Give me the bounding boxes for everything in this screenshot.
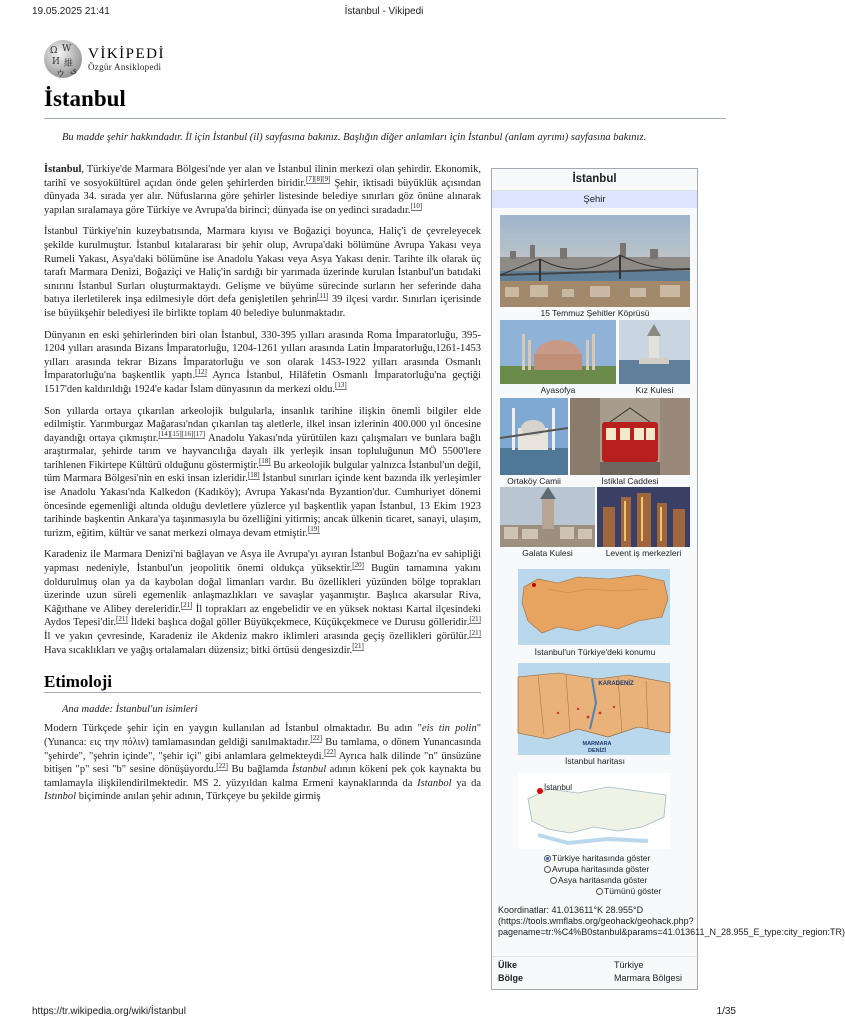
reference-link[interactable]: [12] xyxy=(195,367,207,376)
reference-link[interactable]: [21] xyxy=(352,642,364,651)
lead-paragraph-3 xyxy=(44,329,481,397)
reference-link[interactable]: [18] xyxy=(258,457,271,466)
text-run: Ayrıca halk dilinde "n" ünsüzüne bitişen "p" sesi "b" sesine dönüşüyordu. xyxy=(44,750,481,776)
reference-link[interactable]: [7][8][9] xyxy=(305,175,331,184)
radio-label: Tümünü göster xyxy=(604,886,662,896)
bridge-photo[interactable] xyxy=(500,215,690,307)
reference-link[interactable]: [22] xyxy=(324,748,336,757)
reference-link[interactable]: [19] xyxy=(307,525,320,534)
globe-glyph: И xyxy=(52,57,60,67)
print-datetime: 19.05.2025 21:41 xyxy=(32,6,110,17)
lead-paragraph-4 xyxy=(44,405,481,541)
reference-link[interactable]: [22] xyxy=(310,734,323,743)
text-run: adının kökeni pek çok kaynakta bu tamlamayla ilişkilendirilmektedir. MS 2. yüzyıldan kalma Ermeni kaynaklarında da xyxy=(44,764,481,789)
reference-link[interactable]: [21] xyxy=(469,614,481,623)
main-article-note[interactable]: Ana madde: İstanbul'un isimleri xyxy=(62,703,198,715)
globe-glyph: ウ xyxy=(56,70,66,80)
map-marker-label: İstanbul xyxy=(544,783,573,792)
kiz-kulesi-photo[interactable] xyxy=(619,320,690,384)
text-run: Bu tamlama, o dönem Yunancasında "şehirde", "şehrin içinde", "şehir içi" gibi anlamlara gelmekteydi. xyxy=(44,736,482,762)
text-run: İstanbul sınırları içinde kent bazında ilk yerleşimler ise Anadolu Yakası'nda Kalkedon (Kadıköy); Avrupa Yakası'nda Byzantion'dur. Cumhuriyet dönemi öncesinde egemenliği altında olduğu devletlere yüzlerce yıl başkentlik yapan İstanbul, 13 Ekim 1923 tarihinde başkentin Ankara'ya taşınmasıyla bu özelliğini yitirmiş; ancak ülkenin ticaret, sanayi, ulaşım, turizm, eğitim, kültür ve sanat merkezi olmaya devam etmiştir. xyxy=(44,473,481,539)
text-run: Modern Türkçede şehir için en yaygın kullanılan ad İstanbul olmaktadır. Bu adın " xyxy=(44,723,422,735)
page-title: İstanbul xyxy=(44,86,126,111)
caption-ortakoy: Ortaköy Camii xyxy=(507,476,561,486)
wikipedia-logo[interactable] xyxy=(44,40,165,78)
caption-map1: İstanbul'un Türkiye'deki konumu xyxy=(534,647,656,657)
text-run: Dünyanın en eski şehirlerinden biri olan İstanbul, 330-395 yılları arasında Roma İmparatorluğu, 395-1204 yılları arasında Bizans İmparatorluğu, 1204-1261 yılları arasında Latin İmparatorluğu,1261-1453 yılları arasında tekrar Bizans İmparatorluğu ve son olarak 1453-1922 yılları arasında Osmanlı İmparatorluğu'na başkentlik yaptı. xyxy=(44,329,481,382)
reference-link[interactable]: [11] xyxy=(317,291,329,300)
article-body xyxy=(44,163,481,812)
text-run: Hava sıcaklıkları ve yağış ortalamaları düzensiz; bitki örtüsü dengesizdir. xyxy=(44,644,353,656)
puzzle-globe-icon xyxy=(44,40,82,78)
row-divider xyxy=(492,956,699,957)
caption-map2: İstanbul haritası xyxy=(564,756,625,766)
levent-photo[interactable] xyxy=(597,487,690,547)
lead-paragraph-1 xyxy=(44,163,481,217)
infobox-title: İstanbul xyxy=(492,169,697,191)
globe-glyph: W xyxy=(62,44,72,54)
tagline: Özgür Ansiklopedi xyxy=(88,62,162,72)
text-run: Istanbol xyxy=(417,777,452,789)
etymology-paragraph xyxy=(44,722,481,804)
text-run: biçiminde anılan şehir adının, Türkçeye bu şekilde girmiş xyxy=(76,791,321,803)
radio-icon xyxy=(544,866,551,873)
text-run: İl toprakları az engebelidir ve en yüksek noktası Kartal ilçesindeki Aydos Tepesi'dir. xyxy=(44,603,482,629)
caption-levent: Levent iş merkezleri xyxy=(605,548,682,558)
globe-glyph: 維 xyxy=(64,59,74,69)
text-run: Istınbol xyxy=(44,791,77,803)
radio-selected-icon xyxy=(544,855,551,862)
text-run: " (Yunanca: εις την πόλιν) tamlamasından geldiği sanılmaktadır. xyxy=(44,723,482,748)
reference-link[interactable]: [20] xyxy=(352,560,364,569)
wordmark: VİKİPEDİ xyxy=(88,46,165,62)
print-page-number: 1/35 xyxy=(716,1006,736,1017)
text-run: Bu bağlamda xyxy=(227,764,292,776)
caption-galata: Galata Kulesi xyxy=(522,548,573,558)
text-run: eis tin polin xyxy=(421,723,477,735)
print-header xyxy=(0,0,768,22)
map-option-europe[interactable] xyxy=(544,864,649,875)
lead-paragraph-2 xyxy=(44,225,481,320)
section-heading-etimoloji: Etimoloji xyxy=(44,675,481,693)
lead-term: İstanbul xyxy=(44,164,82,175)
map-option-all[interactable] xyxy=(596,886,661,897)
infobox-subtitle: Şehir xyxy=(492,191,697,208)
ayasofya-photo[interactable] xyxy=(500,320,616,384)
print-footer xyxy=(0,1002,768,1024)
text-run: ya da xyxy=(451,777,481,789)
text-run: İl ve yakın çevresinde, Karadeniz ile Akdeniz makro iklimleri arasında geçiş özellikleri görülür. xyxy=(44,631,470,642)
galata-photo[interactable] xyxy=(500,487,595,547)
lead-paragraph-5 xyxy=(44,548,481,657)
city-marker xyxy=(537,788,543,794)
radio-label: Asya haritasında göster xyxy=(558,875,648,885)
reference-link[interactable]: [21] xyxy=(180,601,193,610)
title-divider xyxy=(44,118,726,119)
caption-istiklal: İstiklal Caddesi xyxy=(601,476,659,486)
text-run: Şehir, iktisadi büyüklük açısından dünyada 34. sırada yer alır. Nüfuslarına göre şehirler listesinde belediye sınırları göz önüne alınarak yapılan sıralamaya göre Türkiye ve Avrupa'da birinci; dünyada ise on yedinci sıradadır. xyxy=(44,177,481,216)
caption-ayasofya: Ayasofya xyxy=(540,385,576,395)
text-run: Bugün tamamına yakını doldurulmuş olan ya da kaybolan doğal limanları vardır. Bu özellikleri yüzünden bölge toprakları üzerinde uzun süreli egemenlik anlaşmazlıkları ve savaşlar yaşanmıştır. Başlıca akarsular Riva, Kâğıthane ve Alibey dereleridir. xyxy=(44,563,481,615)
istanbul-map[interactable] xyxy=(518,663,670,755)
infobox-row-region xyxy=(498,973,693,984)
relief-location-map[interactable] xyxy=(518,773,670,849)
map-label-karadeniz: KARADENİZ xyxy=(598,681,634,687)
istiklal-photo[interactable] xyxy=(570,398,690,475)
radio-icon xyxy=(596,888,603,895)
row-value[interactable]: Türkiye xyxy=(614,960,644,970)
caption-bridge: 15 Temmuz Şehitler Köprüsü xyxy=(540,308,650,318)
row-key: Bölge xyxy=(498,973,524,983)
infobox-row-country xyxy=(498,960,693,971)
reference-link[interactable]: [13] xyxy=(335,381,347,390)
radio-icon xyxy=(550,877,557,884)
text-run: Anadolu Yakası'nda yürütülen kazı çalışmaları ve bunlara bağlı araştırmalar, şehirde tarım ve hayvancılığa dayalı ilk yerleşik insan topluluğunun MÖ 5500'lere tarihlenen Fikirtepe Kültürü olduğunu göstermiştir. xyxy=(44,432,481,471)
reference-link[interactable]: [21] xyxy=(469,628,481,637)
text-run: İstanbul xyxy=(291,764,327,776)
reference-link[interactable]: [14][15][16][17] xyxy=(158,430,206,439)
radio-label: Türkiye haritasında göster xyxy=(552,853,651,863)
map-option-turkey[interactable] xyxy=(544,853,650,864)
globe-glyph: Ω xyxy=(50,46,58,56)
ortakoy-photo[interactable] xyxy=(500,398,568,475)
reference-link[interactable]: [10] xyxy=(410,202,423,211)
turkey-location-map[interactable] xyxy=(518,569,670,645)
caption-kiz-kulesi: Kız Kulesi xyxy=(635,385,674,395)
globe-glyph: ی xyxy=(70,66,78,76)
infobox xyxy=(491,168,845,990)
reference-link[interactable]: [18] xyxy=(247,470,260,479)
text-run: İldeki başlıca doğal göller Büyükçekmece, Küçükçekmece ve Durusu gölleridir. xyxy=(127,617,470,629)
map-label-marmara: MARMARA DENİZİ xyxy=(582,741,612,754)
coordinates[interactable]: Koordinatlar: 41.013611°K 28.955°D (https://tools.wmflabs.org/geohack/geohack.php?pagename=tr:%C4%B0stanbul&params=41.013611_N_28.955_E_type:city_region:TR) xyxy=(498,905,845,937)
text-run: İstanbul Türkiye'nin kuzeybatısında, Marmara kıyısı ve Boğaziçi boyunca, Haliç'i de çevreleyecek şekilde kurulmuştur. İstanbul kıtalararası bir şehir olup, Avrupa'daki bölümüne Avrupa Yakası veya Rumeli Yakası, Asya'daki bölümüne ise Anadolu Yakası veya Asya Yakası denir. Tarihte ilk olarak üç tarafı Marmara Denizi, Boğaziçi ve Haliç'in sardığı bir yarımada üzerinde kurulan İstanbul'un batıdaki sınırını İstanbul Surları oluşturmaktaydı. Gelişme ve büyüme sürecinde surların her seferinde daha batıya ilerletilerek inşa edilmesiyle dört defa genişletilen şehrin xyxy=(44,226,481,306)
hatnote: Bu madde şehir hakkındadır. İl için İstanbul (il) sayfasına bakınız. Başlığın diğer anlamları için İstanbul (anlam ayrımı) sayfasına bakınız. xyxy=(62,132,647,143)
reference-link[interactable]: [22] xyxy=(216,761,228,770)
reference-link[interactable]: [21] xyxy=(116,614,128,623)
map-option-asia[interactable] xyxy=(550,875,647,886)
row-value[interactable]: Marmara Bölgesi xyxy=(614,973,683,983)
row-key: Ülke xyxy=(498,960,518,970)
text-run: 39 ilçesi vardır. Sınırları içerisinde ise büyükşehir belediyesi ile birlikte toplam 40 belediye bulunmaktadır. xyxy=(44,294,481,319)
text-run: , Türkiye'de Marmara Bölgesi'nde yer alan ve İstanbul ilinin merkezi olan şehirdir. Ekonomik, tarihî ve sosyokültürel açıdan önde gelen şehirlerden biridir. xyxy=(44,164,481,189)
text-run: Bu arkeolojik bulgular yalnızca İstanbul'un değil, tüm Marmara Bölgesi'nin en eski insan izleridir. xyxy=(44,459,481,485)
text-run: Ayrıca İstanbul, Hilâfetin Osmanlı İmparatorluğu'na geçtiği 1517'den kaldırıldığı 1924'e kadar İslam dünyasının da merkezi oldu. xyxy=(44,370,481,395)
print-url[interactable]: https://tr.wikipedia.org/wiki/İstanbul xyxy=(32,1006,186,1017)
text-run: Karadeniz ile Marmara Denizi'ni bağlayan ve Asya ile Avrupa'yı ayıran İstanbul Boğazı'na ev sahipliği yapması nedeniyle, İstanbul'un jeopolitik önemi oldukça yüksektir. xyxy=(44,549,481,575)
print-doc-title: İstanbul - Vikipedi xyxy=(344,6,424,17)
text-run: Son yıllarda ortaya çıkarılan arkeolojik bulgularla, insanlık tarihine ilişkin önemli bilgiler elde edilmiştir. Yarımburgaz Mağarası'ndan çıkarılan taş aletlerle, ilkel insan izlerinin 400.000 yıl öncesine dayandığı ortaya çıkmıştır. xyxy=(44,405,481,444)
radio-label: Avrupa haritasında göster xyxy=(552,864,650,874)
